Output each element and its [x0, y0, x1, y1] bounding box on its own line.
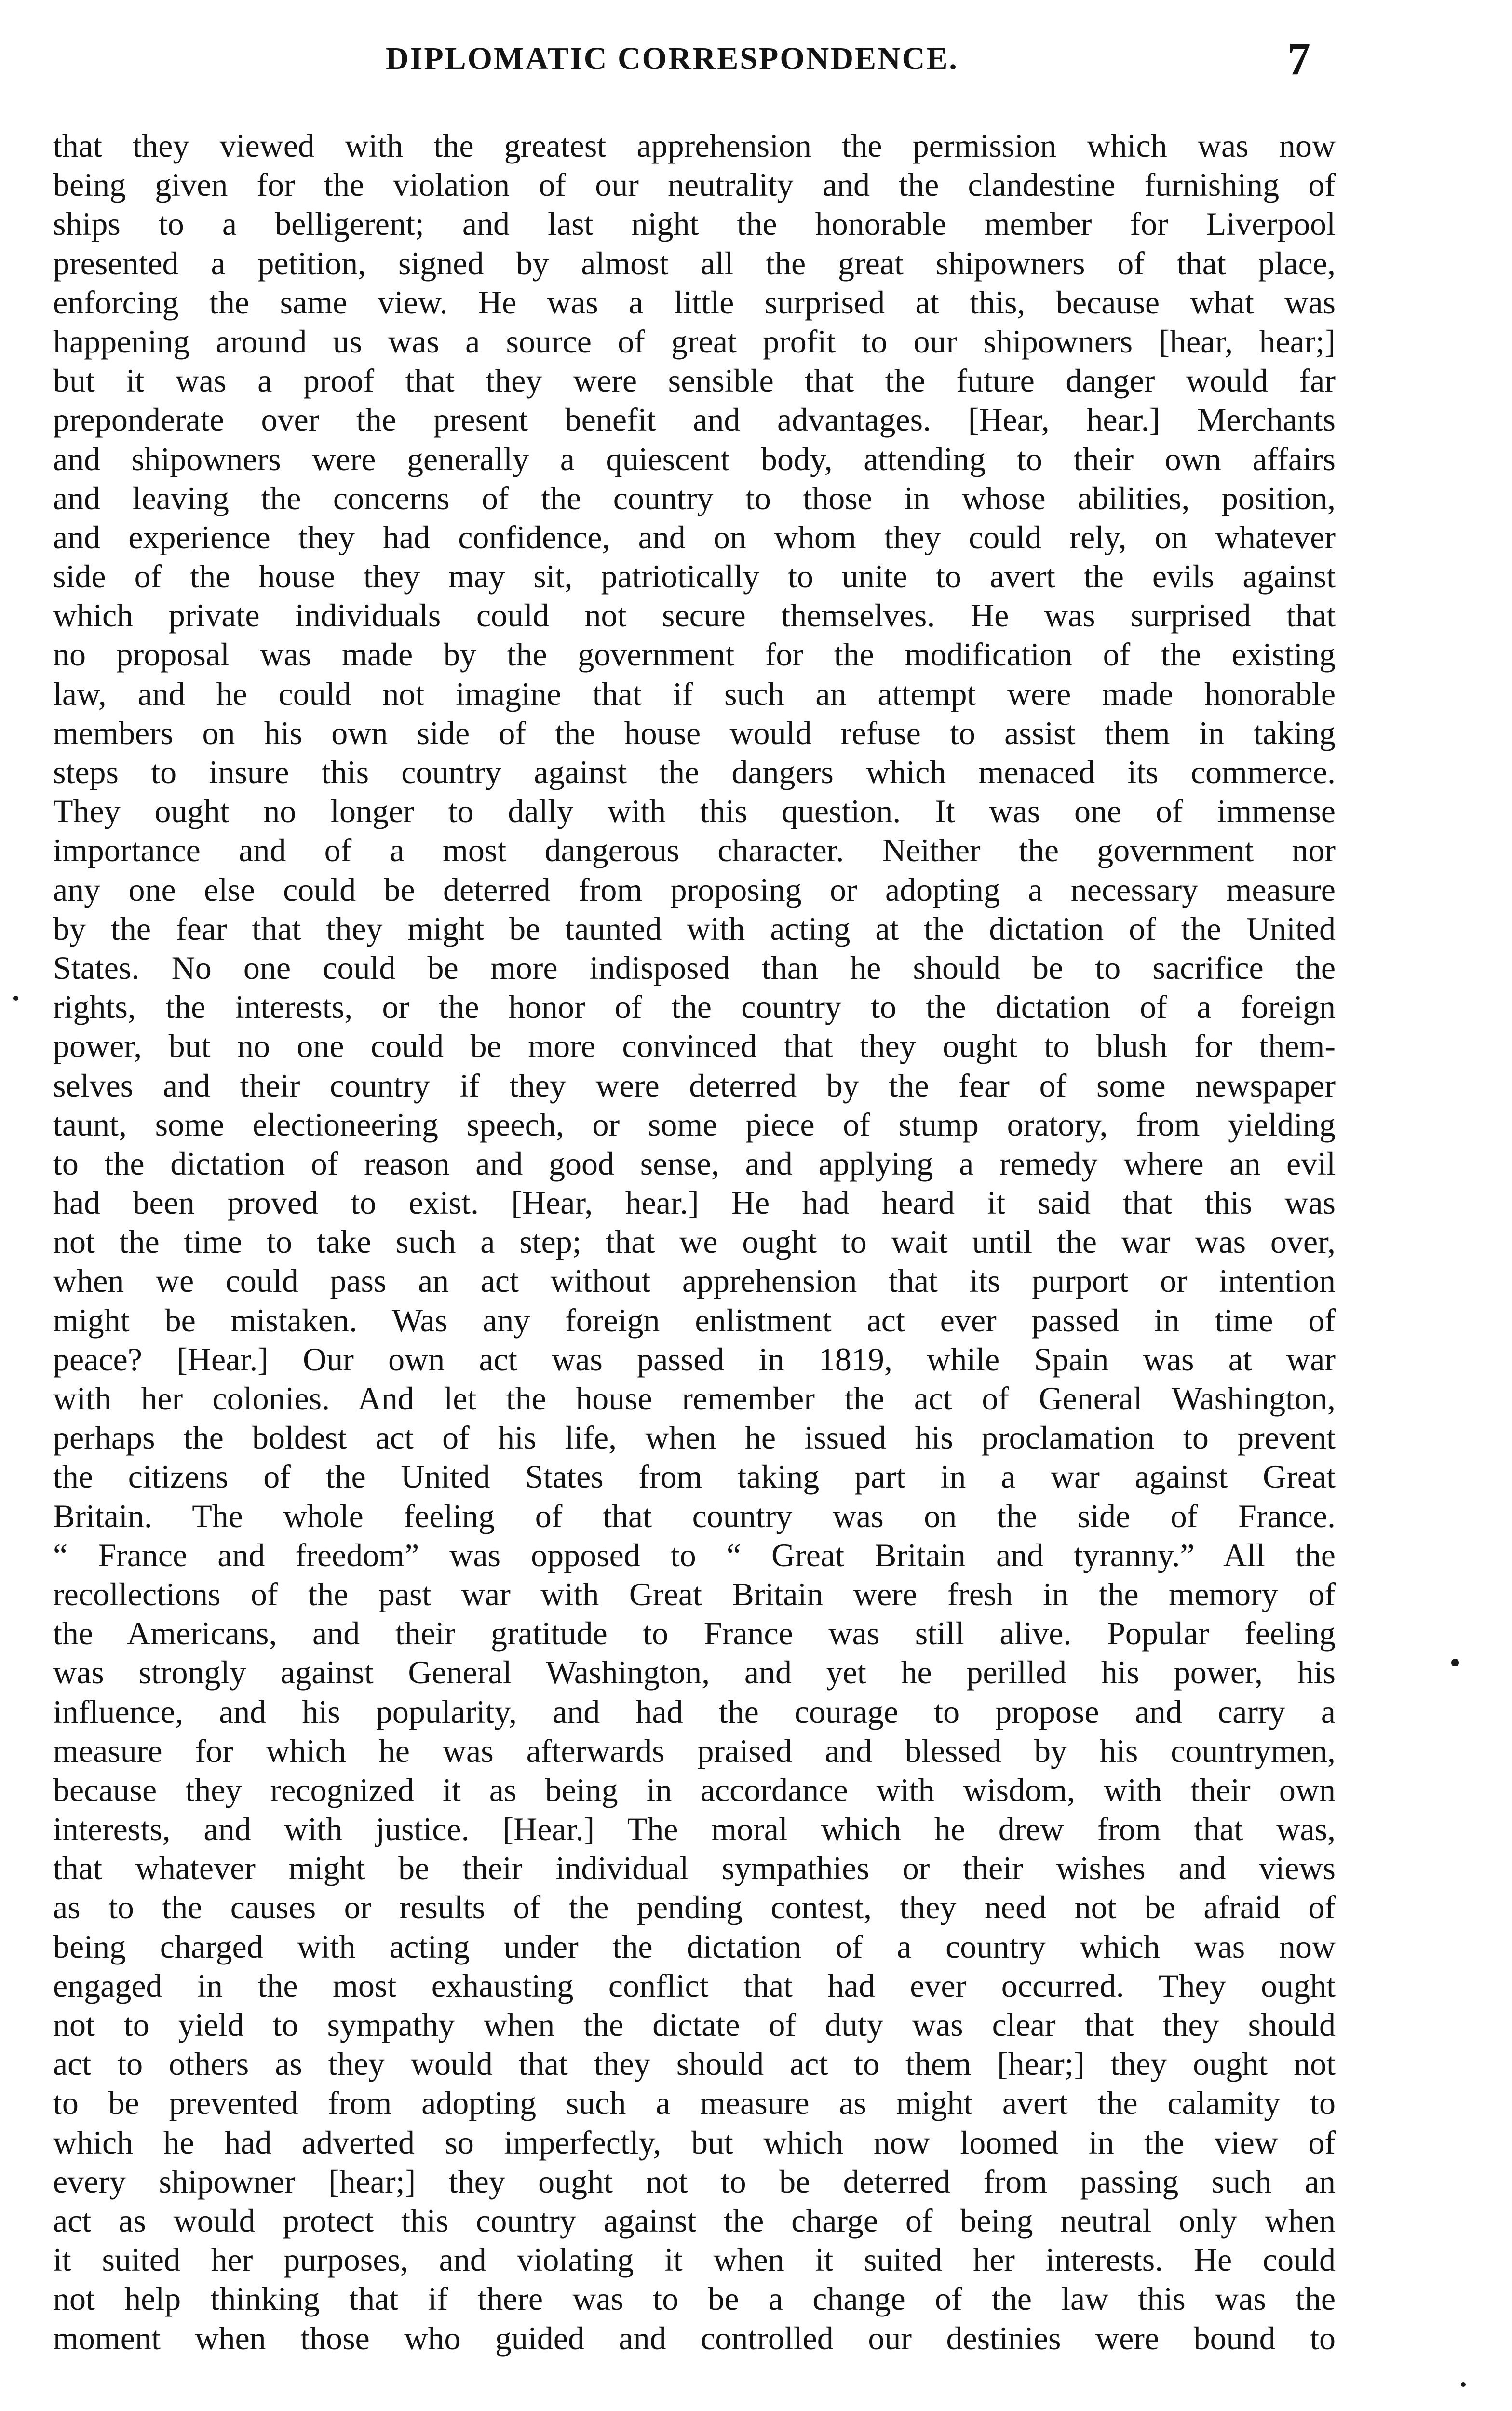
text-line: had been proved to exist. [Hear, hear.] He had heard it said that this was	[53, 1184, 1336, 1221]
text-line: presented a petition, signed by almost all the great shipowners of that place,	[53, 244, 1336, 282]
text-line: steps to insure this country against the dangers which menaced its commerce.	[53, 754, 1336, 790]
text-line: States. No one could be more indisposed than he should be to sacrifice the	[53, 949, 1336, 986]
text-line: engaged in the most exhausting conflict that had ever occurred. They ought	[53, 1967, 1336, 2004]
text-line: and leaving the concerns of the country to those in whose abilities, position,	[53, 479, 1336, 516]
text-line: because they recognized it as being in accordance with wisdom, with their own	[53, 1771, 1336, 1808]
text-line: no proposal was made by the government for the modification of the existing	[53, 636, 1336, 673]
text-line: ships to a belligerent; and last night the honorable member for Liverpool	[53, 205, 1336, 243]
text-line: taunt, some electioneering speech, or some piece of stump oratory, from yielding	[53, 1106, 1336, 1143]
text-line: peace? [Hear.] Our own act was passed in 1819, while Spain was at war	[53, 1341, 1336, 1378]
text-line: members on his own side of the house would refuse to assist them in taking	[53, 714, 1336, 751]
text-line: was strongly against General Washington, and yet he perilled his power, his	[53, 1654, 1336, 1691]
text-line: which he had adverted so imperfectly, but which now loomed in the view of	[53, 2124, 1336, 2161]
text-line: enforcing the same view. He was a little surprised at this, because what was	[53, 284, 1336, 321]
print-speck	[1451, 1659, 1459, 1666]
text-line: the Americans, and their gratitude to France was still alive. Popular feeling	[53, 1615, 1336, 1652]
running-head	[53, 30, 1336, 88]
text-line: that whatever might be their individual sympathies or their wishes and views	[53, 1850, 1336, 1887]
text-line: might be mistaken. Was any foreign enlistment act ever passed in time of	[53, 1301, 1336, 1339]
print-speck	[1461, 2382, 1466, 2387]
text-line: importance and of a most dangerous character. Neither the government nor	[53, 832, 1336, 869]
text-line: power, but no one could be more convinced that they ought to blush for them-	[53, 1028, 1336, 1065]
page-number: 7	[1287, 33, 1310, 84]
text-line: side of the house they may sit, patriotically to unite to avert the evils against	[53, 558, 1336, 595]
text-line: that they viewed with the greatest apprehension the permission which was now	[53, 127, 1336, 164]
text-line: but it was a proof that they were sensible that the future danger would far	[53, 362, 1336, 399]
text-line: moment when those who guided and controlled our destinies were bound to	[53, 2319, 1336, 2357]
text-line: act as would protect this country against the charge of being neutral only when	[53, 2202, 1336, 2239]
text-line: happening around us was a source of great profit to our shipowners [hear, hear;]	[53, 323, 1336, 360]
text-line: being charged with acting under the dictation of a country which was now	[53, 1928, 1336, 1965]
text-line: when we could pass an act without apprehension that its purport or intention	[53, 1262, 1336, 1300]
text-line: selves and their country if they were deterred by the fear of some newspaper	[53, 1067, 1336, 1104]
text-line: with her colonies. And let the house remember the act of General Washington,	[53, 1380, 1336, 1417]
text-line: act to others as they would that they should act to them [hear;] they ought not	[53, 2045, 1336, 2083]
text-line: not the time to take such a step; that we ought to wait until the war was over,	[53, 1223, 1336, 1260]
text-line: being given for the violation of our neutrality and the clandestine furnishing of	[53, 166, 1336, 203]
text-line: They ought no longer to dally with this question. It was one of immense	[53, 793, 1336, 830]
text-line: to the dictation of reason and good sense, and applying a remedy where an evil	[53, 1145, 1336, 1182]
body-text	[53, 126, 1336, 2358]
text-line: and shipowners were generally a quiescent body, attending to their own affairs	[53, 440, 1336, 477]
text-line: measure for which he was afterwards praised and blessed by his countrymen,	[53, 1732, 1336, 1769]
text-line: and experience they had confidence, and on whom they could rely, on whatever	[53, 518, 1336, 555]
print-speck	[14, 996, 18, 1001]
text-line: preponderate over the present benefit and advantages. [Hear, hear.] Merchants	[53, 401, 1336, 438]
text-line: not to yield to sympathy when the dictate of duty was clear that they should	[53, 2006, 1336, 2043]
text-line: any one else could be deterred from proposing or adopting a necessary measure	[53, 871, 1336, 908]
running-title: DIPLOMATIC CORRESPONDENCE.	[386, 41, 958, 76]
text-line: not help thinking that if there was to be a change of the law this was the	[53, 2280, 1336, 2317]
text-line: it suited her purposes, and violating it when it suited her interests. He could	[53, 2241, 1336, 2278]
text-line: the citizens of the United States from taking part in a war against Great	[53, 1458, 1336, 1495]
text-line: perhaps the boldest act of his life, when he issued his proclamation to prevent	[53, 1419, 1336, 1456]
text-line: rights, the interests, or the honor of the country to the dictation of a foreign	[53, 989, 1336, 1026]
text-line: Britain. The whole feeling of that country was on the side of France.	[53, 1497, 1336, 1534]
text-line: interests, and with justice. [Hear.] The moral which he drew from that was,	[53, 1811, 1336, 1848]
text-line: as to the causes or results of the pending contest, they need not be afraid of	[53, 1889, 1336, 1926]
text-line: “ France and freedom” was opposed to “ Great Britain and tyranny.” All the	[53, 1536, 1336, 1573]
text-line: recollections of the past war with Great Britain were fresh in the memory of	[53, 1575, 1336, 1612]
text-line: law, and he could not imagine that if such an attempt were made honorable	[53, 675, 1336, 712]
text-line: every shipowner [hear;] they ought not to be deterred from passing such an	[53, 2163, 1336, 2200]
text-line: which private individuals could not secure themselves. He was surprised that	[53, 597, 1336, 634]
text-line: influence, and his popularity, and had the courage to propose and carry a	[53, 1693, 1336, 1730]
text-line: to be prevented from adopting such a measure as might avert the calamity to	[53, 2085, 1336, 2122]
text-line: by the fear that they might be taunted with acting at the dictation of the United	[53, 910, 1336, 947]
